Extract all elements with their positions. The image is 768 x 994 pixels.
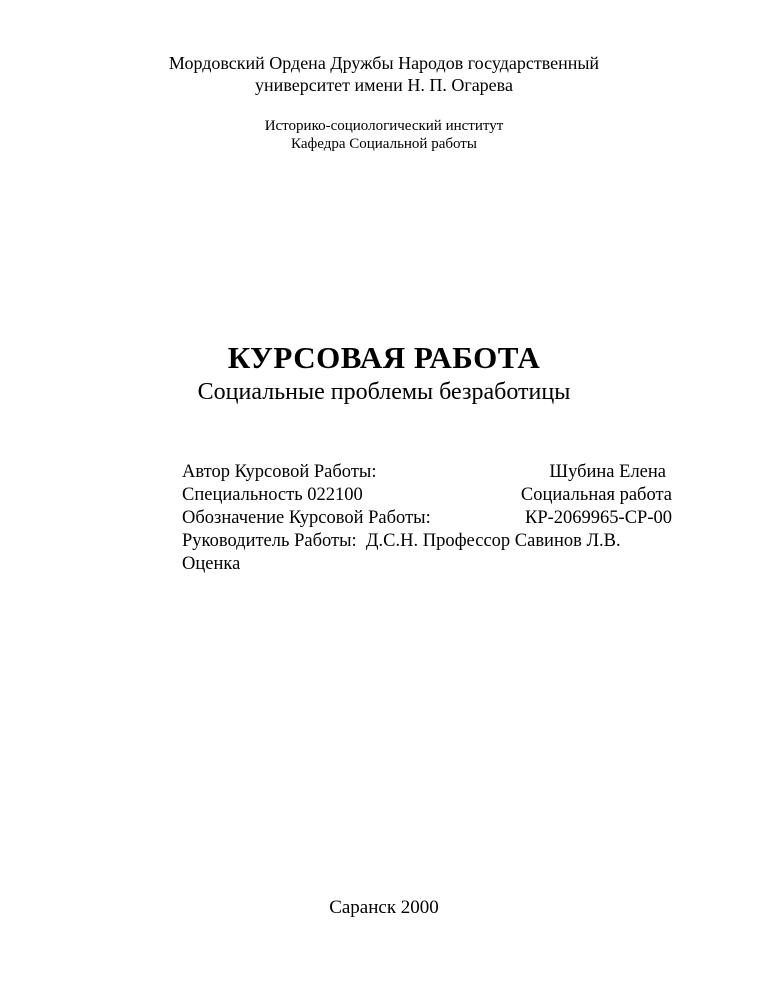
supervisor-line: Руководитель Работы: Д.С.Н. Профессор Савинов Л.В.: [182, 531, 621, 551]
place-year: Саранск 2000: [329, 897, 439, 918]
supervisor-row: [182, 530, 672, 553]
designation-value: КР-2069965-СР-00: [525, 508, 672, 528]
designation-row: [182, 507, 672, 530]
specialty-row: [182, 484, 672, 507]
document-subtitle: Социальные проблемы безработицы: [197, 379, 571, 405]
specialty-value: Социальная работа: [520, 485, 672, 505]
designation-label: Обозначение Курсовой Работы:: [182, 508, 431, 528]
document-title: КУРСОВАЯ РАБОТА: [227, 340, 541, 375]
department-name: Кафедра Социальной работы: [291, 136, 477, 152]
university-line-1: Мордовский Ордена Дружбы Народов государственный: [168, 53, 600, 73]
specialty-label: Специальность 022100: [182, 485, 363, 505]
university-name: [0, 52, 768, 96]
author-row: [182, 461, 672, 484]
author-label: Автор Курсовой Работы:: [182, 462, 377, 482]
grade-label: Оценка: [182, 554, 241, 574]
university-line-2: университет имени Н. П. Огарева: [255, 75, 513, 95]
grade-row: [182, 553, 672, 576]
info-block: [182, 461, 672, 576]
institute-block: [0, 117, 768, 153]
author-value: Шубина Елена: [549, 462, 666, 482]
institute-name: Историко-социологический институт: [264, 118, 504, 134]
